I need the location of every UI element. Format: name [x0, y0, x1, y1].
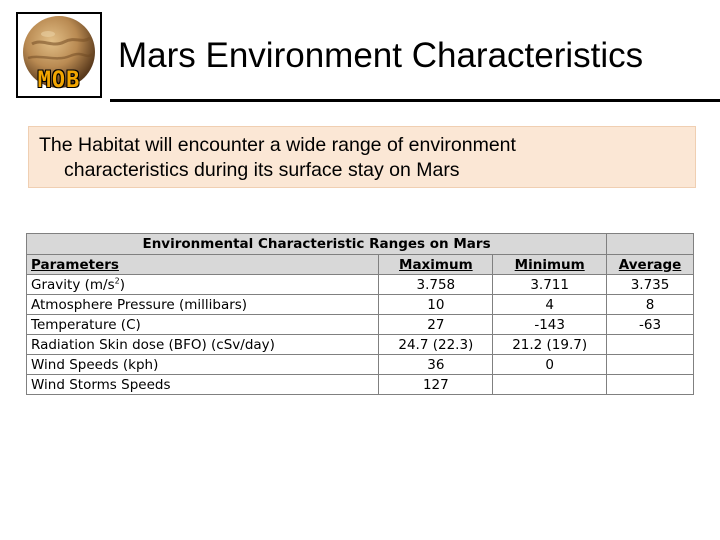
row-minimum: 3.711: [493, 275, 607, 295]
row-maximum: 10: [379, 295, 493, 315]
environment-table: [26, 233, 694, 395]
mob-logo: [16, 12, 102, 98]
row-parameter: Wind Storms Speeds: [27, 375, 379, 395]
row-parameter: Atmosphere Pressure (millibars): [27, 295, 379, 315]
page-title: Mars Environment Characteristics: [118, 36, 644, 75]
table-header-row: [27, 255, 694, 275]
row-average: [607, 335, 694, 355]
row-maximum: 127: [379, 375, 493, 395]
row-parameter-tail: ): [119, 276, 125, 293]
column-header-average: Average: [607, 255, 694, 275]
row-average: [607, 355, 694, 375]
row-parameter: [27, 275, 379, 295]
row-parameter-text: Gravity (m/s: [31, 276, 115, 293]
table-title-spacer: [607, 234, 694, 255]
row-minimum: 21.2 (19.7): [493, 335, 607, 355]
row-minimum: [493, 375, 607, 395]
table-title-row: [27, 234, 694, 255]
row-minimum: 4: [493, 295, 607, 315]
row-parameter: Wind Speeds (kph): [27, 355, 379, 375]
row-maximum: 24.7 (22.3): [379, 335, 493, 355]
row-average: 3.735: [607, 275, 694, 295]
column-header-maximum: Maximum: [379, 255, 493, 275]
row-parameter: Temperature (C): [27, 315, 379, 335]
logo-text: MOB: [37, 68, 81, 93]
row-parameter-superscript: 2: [114, 276, 120, 285]
callout-line-1: The Habitat will encounter a wide range of environment: [39, 134, 516, 156]
callout-box: [28, 126, 696, 188]
row-maximum: 3.758: [379, 275, 493, 295]
table-row: [27, 315, 694, 335]
row-parameter: Radiation Skin dose (BFO) (cSv/day): [27, 335, 379, 355]
column-header-minimum: Minimum: [493, 255, 607, 275]
table-row: [27, 275, 694, 295]
table-title: Environmental Characteristic Ranges on Mars: [27, 234, 607, 255]
table-row: [27, 295, 694, 315]
table-row: [27, 375, 694, 395]
table-row: [27, 335, 694, 355]
row-average: -63: [607, 315, 694, 335]
row-minimum: 0: [493, 355, 607, 375]
column-header-parameters: Parameters: [27, 255, 379, 275]
row-minimum: -143: [493, 315, 607, 335]
row-average: [607, 375, 694, 395]
callout-line-2: characteristics during its surface stay on Mars: [64, 159, 460, 181]
row-maximum: 27: [379, 315, 493, 335]
title-divider: [110, 99, 720, 102]
row-maximum: 36: [379, 355, 493, 375]
row-average: 8: [607, 295, 694, 315]
table-row: [27, 355, 694, 375]
